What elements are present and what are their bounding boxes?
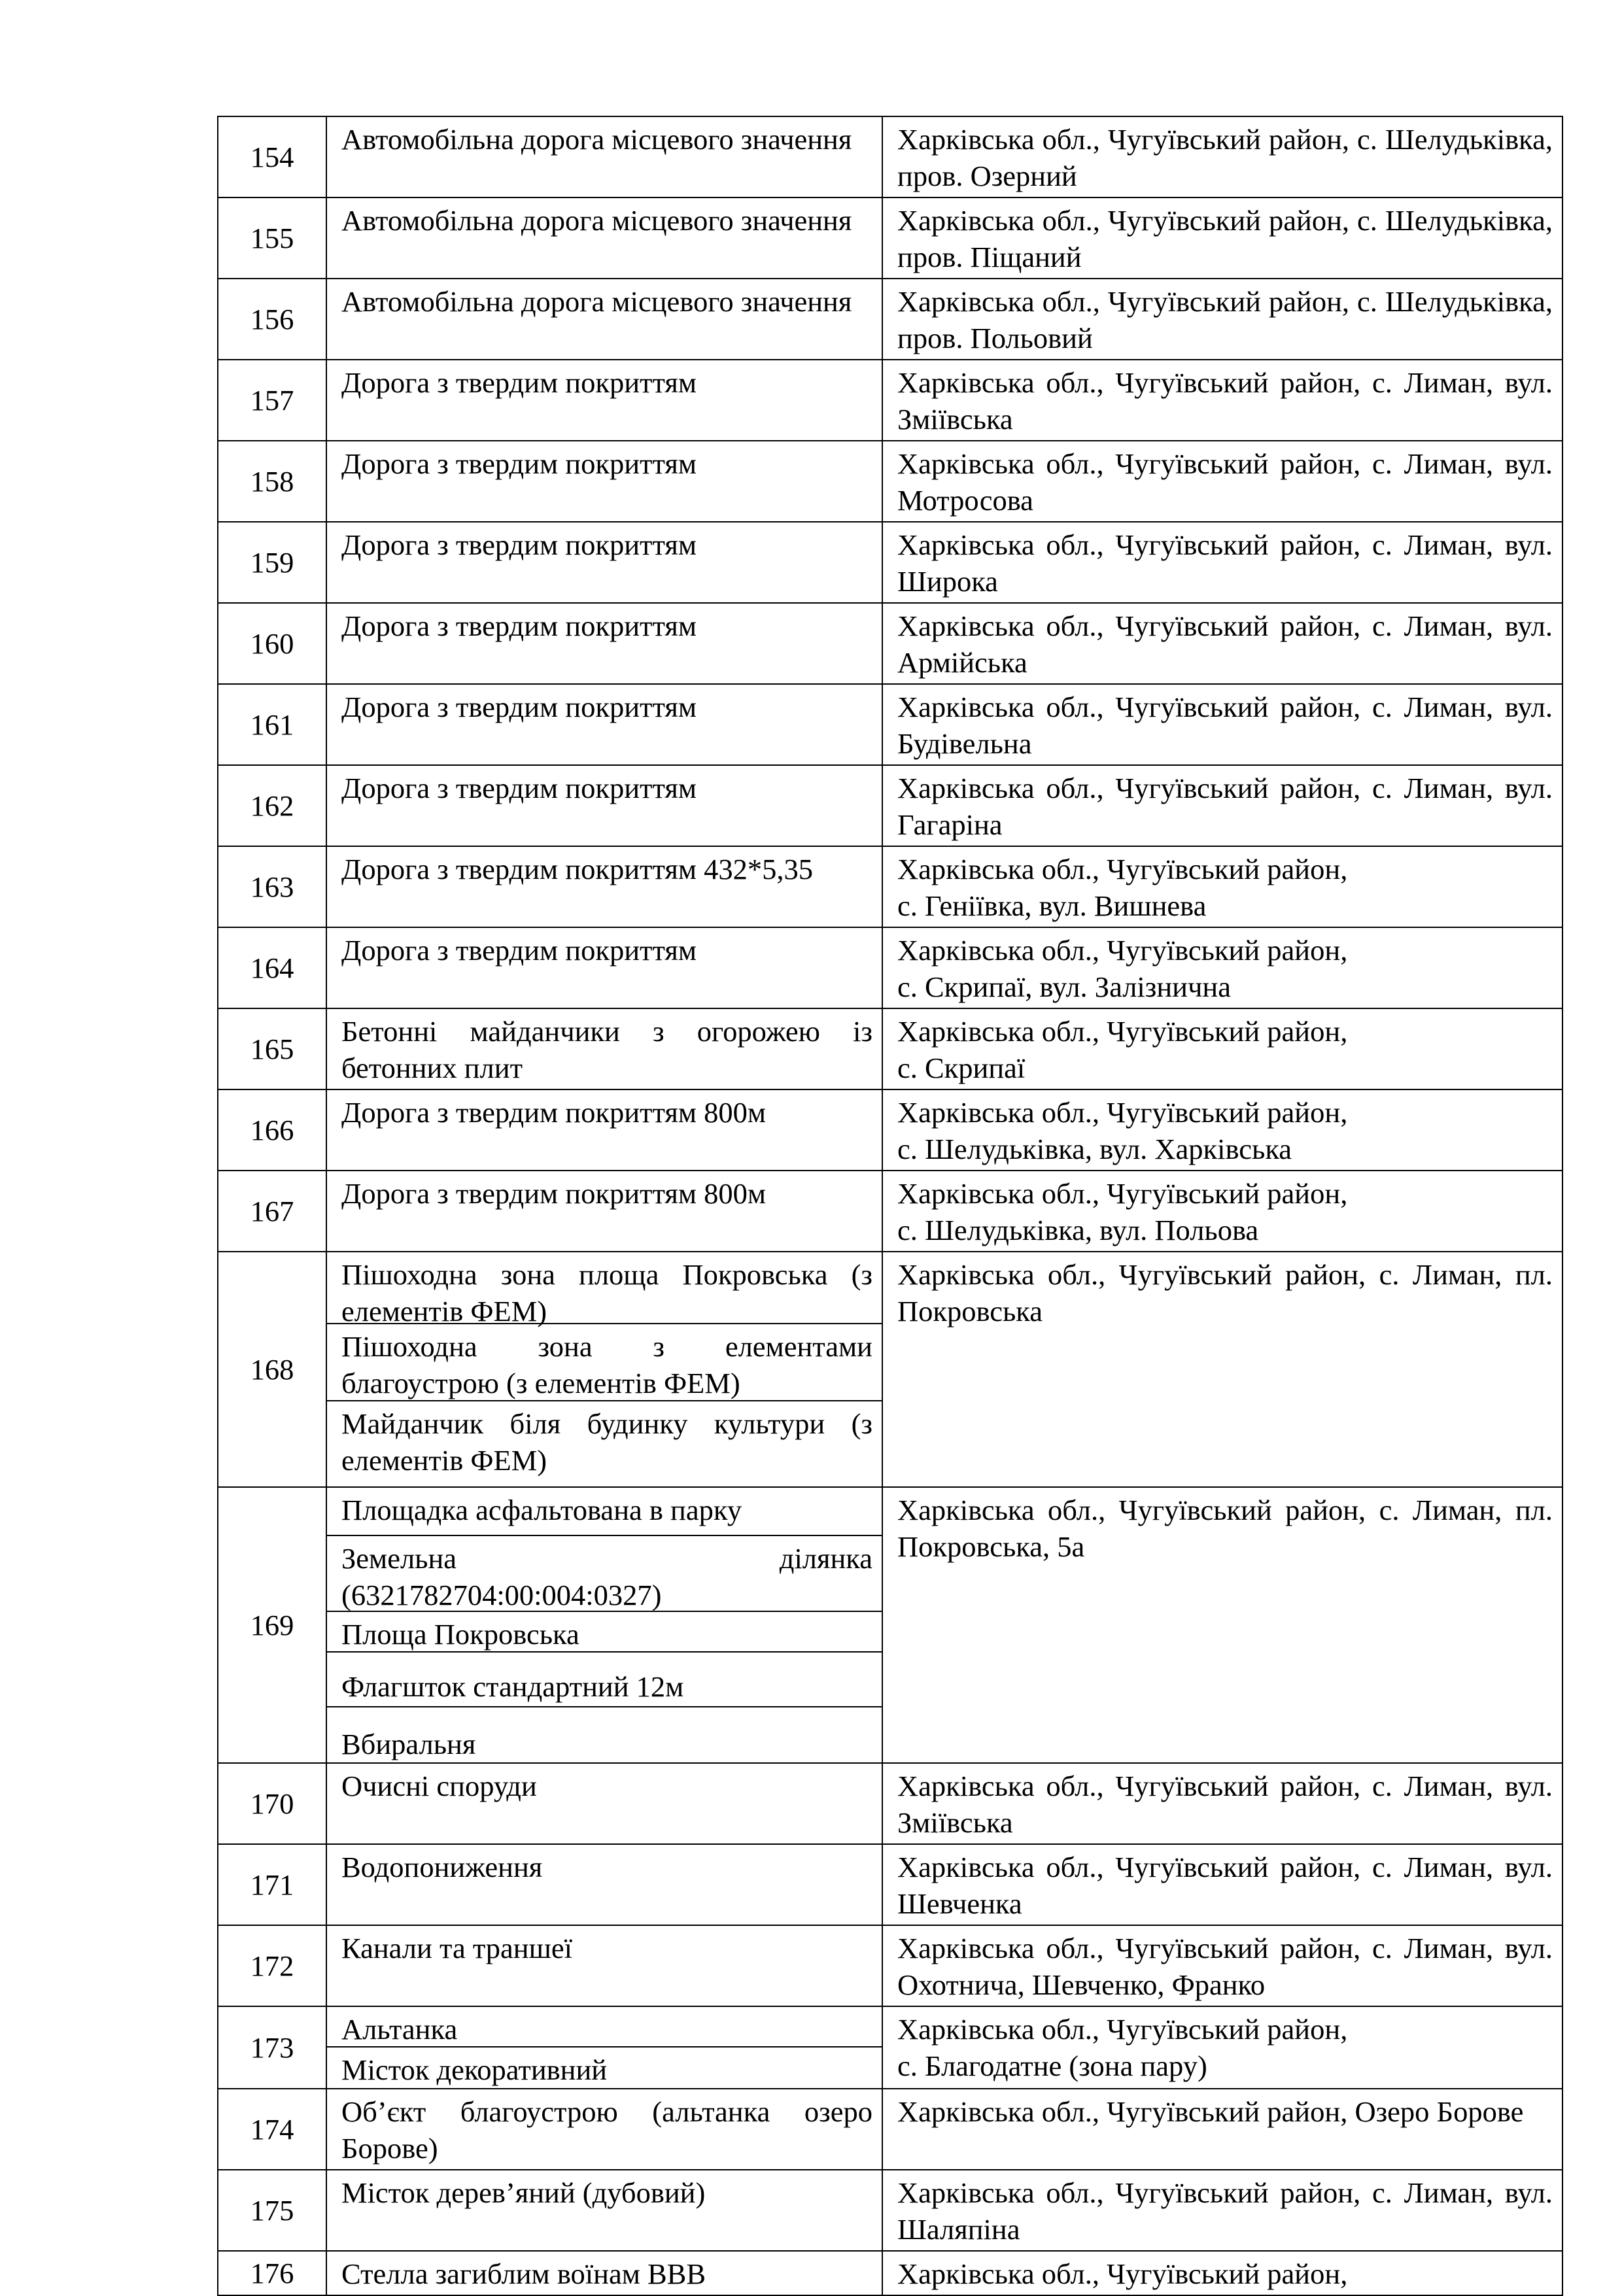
row-number: 155 [218, 197, 326, 279]
object-list [326, 2006, 882, 2089]
object-name: Автомобільна дорога місцевого значення [326, 197, 882, 279]
row-number: 173 [218, 2006, 326, 2089]
object-name: Водопониження [326, 1844, 882, 1925]
address-line: с. Шелудьківка, вул. Польова [897, 1214, 1259, 1246]
object-address: Харківська обл., Чугуївський район, с. Лиман, вул. Мотросова [882, 441, 1562, 522]
row-number: 175 [218, 2170, 326, 2251]
table-row [218, 1008, 1562, 1089]
object-name: Площа Покровська [327, 1612, 882, 1653]
address-line: с. Скрипаї, вул. Залізнична [897, 970, 1231, 1003]
registry-table [217, 116, 1563, 2296]
address-line: с. Шелудьківка, вул. Харківська [897, 1133, 1292, 1165]
row-number: 168 [218, 1252, 326, 1487]
object-address: Харківська обл., Чугуївський район, [882, 2251, 1562, 2295]
table-row [218, 2089, 1562, 2170]
object-name: Альтанка [327, 2007, 882, 2048]
table-row [218, 603, 1562, 684]
row-number: 159 [218, 522, 326, 603]
row-number: 171 [218, 1844, 326, 1925]
object-name: Пішоходна зона площа Покровська (з елементів ФЕМ) [327, 1252, 882, 1324]
object-address: Харківська обл., Чугуївський район, с. Шелудьківка, пров. Піщаний [882, 197, 1562, 279]
address-line: Харківська обл., Чугуївський район, [897, 1096, 1348, 1129]
address-line: Харківська обл., Чугуївський район, [897, 934, 1348, 967]
object-address: Харківська обл., Чугуївський район, с. Лиман, вул. Шаляпіна [882, 2170, 1562, 2251]
address-line: Харківська обл., Чугуївський район, [897, 2013, 1348, 2046]
object-name: Пішоходна зона з елементами благоустрою (з елементів ФЕМ) [327, 1324, 882, 1401]
object-address [882, 1008, 1562, 1089]
object-name: Площадка асфальтована в парку [327, 1488, 882, 1536]
object-address: Харківська обл., Чугуївський район, с. Лиман, вул. Шевченка [882, 1844, 1562, 1925]
table-row [218, 1487, 1562, 1763]
object-name: Дорога з твердим покриттям 800м [326, 1089, 882, 1171]
object-name: Вбиральня [341, 1728, 476, 1760]
table-row [218, 116, 1562, 197]
object-name: Місток декоративний [341, 2053, 608, 2086]
row-number: 169 [218, 1487, 326, 1763]
row-number: 176 [218, 2251, 326, 2295]
row-number: 161 [218, 684, 326, 765]
address-line: с. Геніївка, вул. Вишнева [897, 889, 1207, 922]
object-name: Дорога з твердим покриттям [326, 441, 882, 522]
object-address: Харківська обл., Чугуївський район, с. Шелудьківка, пров. Озерний [882, 116, 1562, 197]
table-row [218, 522, 1562, 603]
row-number: 163 [218, 846, 326, 927]
object-name: Земельна ділянка (6321782704:00:004:0327) [327, 1536, 882, 1612]
object-name: Дорога з твердим покриттям [326, 360, 882, 441]
object-name: Очисні споруди [326, 1763, 882, 1844]
object-name: Автомобільна дорога місцевого значення [326, 116, 882, 197]
row-number: 156 [218, 279, 326, 360]
row-number: 160 [218, 603, 326, 684]
object-name: Канали та траншеї [326, 1925, 882, 2006]
table-row [218, 684, 1562, 765]
table-row [218, 2251, 1562, 2295]
object-address: Харківська обл., Чугуївський район, с. Шелудьківка, пров. Польовий [882, 279, 1562, 360]
table-row [218, 2006, 1562, 2089]
address-line: с. Скрипаї [897, 1052, 1026, 1084]
row-number: 172 [218, 1925, 326, 2006]
table-row [218, 2170, 1562, 2251]
object-name: Флагшток стандартний 12м [327, 1653, 882, 1707]
object-name: Дорога з твердим покриттям 800м [326, 1171, 882, 1252]
row-number: 154 [218, 116, 326, 197]
object-list [326, 1487, 882, 1763]
address-line: Харківська обл., Чугуївський район, [897, 1177, 1348, 1210]
object-address: Харківська обл., Чугуївський район, с. Лиман, вул. Зміївська [882, 360, 1562, 441]
object-address: Харківська обл., Чугуївський район, с. Лиман, вул. Армійська [882, 603, 1562, 684]
object-name: Місток дерев’яний (дубовий) [326, 2170, 882, 2251]
object-name: Дорога з твердим покриттям 432*5,35 [326, 846, 882, 927]
object-address: Харківська обл., Чугуївський район, с. Лиман, пл. Покровська [882, 1252, 1562, 1487]
object-list [326, 1252, 882, 1487]
address-line: с. Благодатне (зона пару) [897, 2049, 1207, 2082]
object-name: Об’єкт благоустрою (альтанка озеро Борове) [326, 2089, 882, 2170]
table-row [218, 846, 1562, 927]
row-number: 170 [218, 1763, 326, 1844]
table-row [218, 1252, 1562, 1487]
object-address [882, 2006, 1562, 2089]
object-address [882, 927, 1562, 1008]
object-name: Автомобільна дорога місцевого значення [326, 279, 882, 360]
row-number: 164 [218, 927, 326, 1008]
object-address: Харківська обл., Чугуївський район, Озеро Борове [882, 2089, 1562, 2170]
table-row [218, 279, 1562, 360]
row-number: 162 [218, 765, 326, 846]
object-name: Бетонні майданчики з огорожею із бетонних плит [326, 1008, 882, 1089]
address-line: Харківська обл., Чугуївський район, [897, 1015, 1348, 1048]
object-address: Харківська обл., Чугуївський район, с. Лиман, вул. Охотнича, Шевченко, Франко [882, 1925, 1562, 2006]
table-row [218, 441, 1562, 522]
table-row [218, 927, 1562, 1008]
table-row [218, 360, 1562, 441]
object-address: Харківська обл., Чугуївський район, с. Лиман, вул. Широка [882, 522, 1562, 603]
table-row [218, 1925, 1562, 2006]
table-row [218, 1844, 1562, 1925]
object-name: Дорога з твердим покриттям [326, 765, 882, 846]
object-address [882, 1089, 1562, 1171]
table-row [218, 1089, 1562, 1171]
row-number: 158 [218, 441, 326, 522]
table-row [218, 1171, 1562, 1252]
object-name: Стелла загиблим воїнам ВВВ [326, 2251, 882, 2295]
row-number: 166 [218, 1089, 326, 1171]
address-line: Харківська обл., Чугуївський район, [897, 853, 1348, 885]
object-name: Дорога з твердим покриттям [326, 522, 882, 603]
table-row [218, 1763, 1562, 1844]
row-number: 165 [218, 1008, 326, 1089]
object-name: Дорога з твердим покриттям [326, 684, 882, 765]
object-address [882, 1171, 1562, 1252]
row-number: 174 [218, 2089, 326, 2170]
object-address: Харківська обл., Чугуївський район, с. Лиман, вул. Гагаріна [882, 765, 1562, 846]
object-name: Дорога з твердим покриттям [326, 603, 882, 684]
row-number: 157 [218, 360, 326, 441]
object-address: Харківська обл., Чугуївський район, с. Лиман, пл. Покровська, 5а [882, 1487, 1562, 1763]
table-row [218, 197, 1562, 279]
object-name: Майданчик біля будинку культури (з елементів ФЕМ) [341, 1407, 872, 1477]
object-address [882, 846, 1562, 927]
object-name: Дорога з твердим покриттям [326, 927, 882, 1008]
object-address: Харківська обл., Чугуївський район, с. Лиман, вул. Зміївська [882, 1763, 1562, 1844]
object-address: Харківська обл., Чугуївський район, с. Лиман, вул. Будівельна [882, 684, 1562, 765]
table-row [218, 765, 1562, 846]
row-number: 167 [218, 1171, 326, 1252]
